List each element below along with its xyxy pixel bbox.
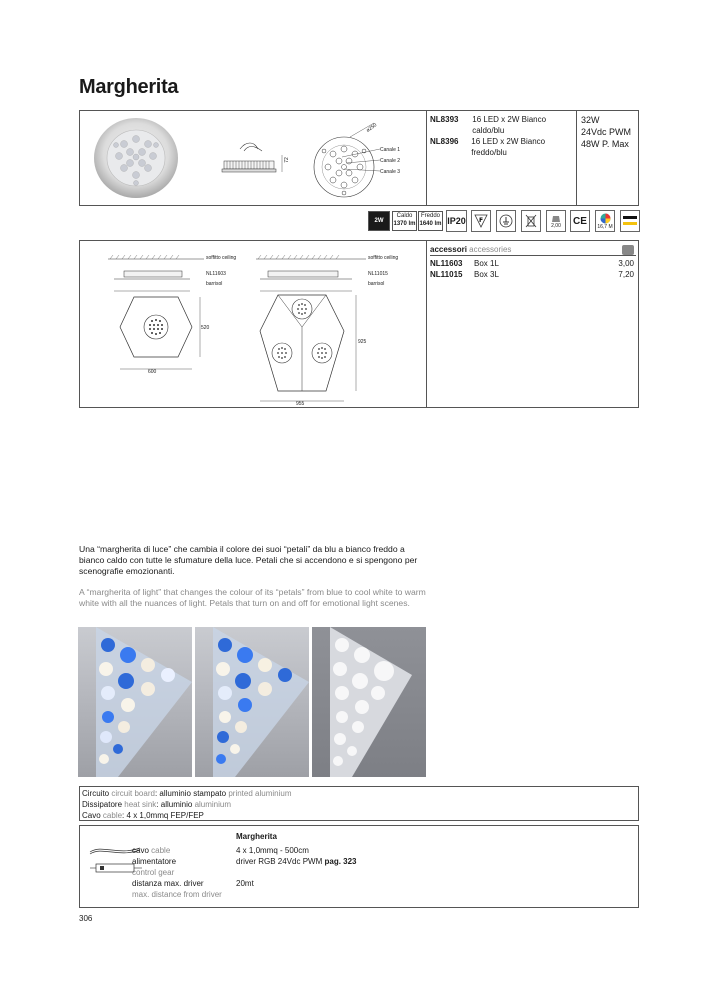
accessory-code: NL11603	[430, 259, 463, 268]
page-number: 306	[79, 914, 93, 923]
accessory-value: 7,20	[618, 270, 634, 279]
weee-bin-icon	[521, 210, 541, 232]
svg-text:F: F	[478, 217, 484, 224]
installation-box	[79, 825, 639, 908]
install-table	[132, 845, 357, 900]
freddo-badge	[418, 211, 443, 231]
install-row	[132, 856, 357, 867]
product-codes	[426, 111, 576, 205]
earth-ground-icon	[496, 210, 516, 232]
product-box	[79, 110, 639, 206]
weight-value: 2,00	[551, 223, 561, 229]
product-row	[430, 114, 576, 136]
barrisol-label-left: barrisol	[206, 281, 223, 287]
description-italian: Una “margherita di luce” che cambia il colore dei suoi “petali” da blu a bianco freddo a bianco caldo con tutte le sfumature della luce. Petali che si accendono e si spengono per scenografie emozionanti.	[79, 544, 418, 576]
install-value: 4 x 1,0mmq - 500cm	[236, 846, 309, 855]
weight-icon	[622, 245, 634, 255]
accessories-header-en: accessories	[469, 245, 512, 254]
height-dimension-left: 520	[201, 325, 210, 331]
install-value: driver RGB 24Vdc PWM pag. 323	[236, 857, 357, 866]
accessory-name: Box 1L	[474, 259, 499, 268]
accessory-drawing	[80, 241, 426, 407]
canale-leader-lines	[342, 147, 382, 177]
spec-value-it: alluminio stampato	[159, 789, 227, 798]
product-photo	[92, 115, 180, 201]
accessory-value: 3,00	[618, 259, 634, 268]
canale-2-label: Canale 2	[380, 158, 401, 164]
spec-label-en: heat sink	[124, 800, 157, 809]
barrisol-label-right: barrisol	[368, 281, 385, 287]
product-desc: 16 LED x 2W Bianco freddo/blu	[471, 137, 546, 157]
freddo-label: Freddo	[420, 213, 440, 219]
specs-box	[79, 786, 639, 821]
accessory-name: Box 3L	[474, 270, 499, 279]
product-row	[430, 136, 576, 158]
ce-mark-icon: CE	[570, 210, 590, 232]
f-mark-icon	[471, 210, 491, 232]
spec-label-it: Dissipatore	[82, 800, 123, 809]
install-row	[132, 878, 357, 889]
height-dimension: 72	[283, 157, 290, 163]
spec-circuit: Circuito circuit board: alluminio stampato printed aluminium	[82, 789, 292, 798]
install-row	[132, 889, 357, 900]
spec-label-it: Cavo	[82, 811, 101, 820]
freddo-lumen: 1640 lm	[419, 221, 442, 227]
ip-rating: IP20	[447, 216, 466, 226]
spec-cable: Cavo cable: 4 x 1,0mmq FEP/FEP	[82, 811, 204, 820]
product-desc: 16 LED x 2W Bianco caldo/blu	[472, 115, 547, 135]
caldo-label: Caldo	[396, 213, 413, 219]
install-row	[132, 845, 357, 856]
watt-badge	[368, 211, 390, 231]
rgb-wheel-icon	[600, 213, 611, 224]
power-max: 48W P. Max	[581, 139, 629, 149]
accessories-list	[426, 241, 638, 407]
side-drawing	[218, 139, 298, 199]
caldo-badge	[392, 211, 417, 231]
ceiling-label-left: soffitto ceiling	[206, 255, 237, 261]
spec-value-it: 4 x 1,0mmq FEP/FEP	[126, 811, 204, 820]
rgb-value: 16,7 M	[597, 223, 613, 230]
watt-value: 2W	[374, 218, 384, 224]
caldo-lumen: 1370 lm	[393, 221, 416, 227]
product-code: NL8393	[430, 115, 459, 124]
spec-value-en: aluminium	[194, 800, 232, 809]
install-label: control gear	[132, 868, 175, 877]
spec-label-it: Circuito	[82, 789, 110, 798]
install-label: distanza max. driver	[132, 879, 204, 888]
description-english: A “margherita of light” that changes the colour of its “petals” from blue to cool white to warm white with all the nuances of light. Petals that turn on and off for emotional light scenes.	[79, 587, 426, 608]
accessory-code: NL11015	[430, 270, 463, 279]
ip-rating-badge	[446, 210, 467, 232]
accessory-row	[430, 258, 638, 269]
spec-value-en: printed aluminium	[228, 789, 292, 798]
accessories-header	[430, 244, 636, 256]
canale-1-label: Canale 1	[380, 147, 401, 153]
weight-icon	[551, 213, 561, 223]
rgb-badge	[595, 210, 615, 232]
weight-badge	[546, 210, 566, 232]
accessory-row	[430, 269, 638, 280]
install-label: max. distance from driver	[132, 890, 222, 899]
power-specs	[576, 111, 639, 205]
spec-label-en: cable	[102, 811, 123, 820]
install-row	[132, 867, 357, 878]
height-dimension-right: 925	[358, 339, 367, 345]
power-watt: 32W	[581, 115, 600, 125]
page-title: Margherita	[79, 76, 179, 98]
nl11015-label: NL11015	[368, 271, 388, 277]
spec-label-en: circuit board	[111, 789, 155, 798]
product-code: NL8396	[430, 137, 459, 146]
accessories-box	[79, 240, 639, 408]
width-dimension-left: 600	[148, 369, 157, 375]
ceiling-label-right: soffitto ceiling	[368, 255, 399, 261]
install-page-ref: pag. 323	[324, 857, 357, 866]
spec-value-it: alluminio	[160, 800, 193, 809]
product-photo-blue-cool	[195, 627, 309, 777]
spec-heatsink: Dissipatore heat sink: alluminio aluminium	[82, 800, 232, 809]
accessories-header-it: accessori	[430, 245, 467, 254]
product-photo-blue-warm	[78, 627, 192, 777]
install-label: cavo cable	[132, 846, 171, 855]
install-value: 20mt	[236, 879, 254, 888]
nl11603-label: NL11603	[206, 271, 226, 277]
install-label: alimentatore	[132, 857, 177, 866]
install-title: Margherita	[236, 832, 277, 841]
product-photo-white	[312, 627, 426, 777]
canale-3-label: Canale 3	[380, 169, 401, 175]
width-dimension-right: 955	[296, 401, 305, 407]
flag-icon	[620, 210, 640, 232]
power-voltage: 24Vdc PWM	[581, 127, 632, 137]
diameter-dimension: ø250	[365, 122, 379, 134]
